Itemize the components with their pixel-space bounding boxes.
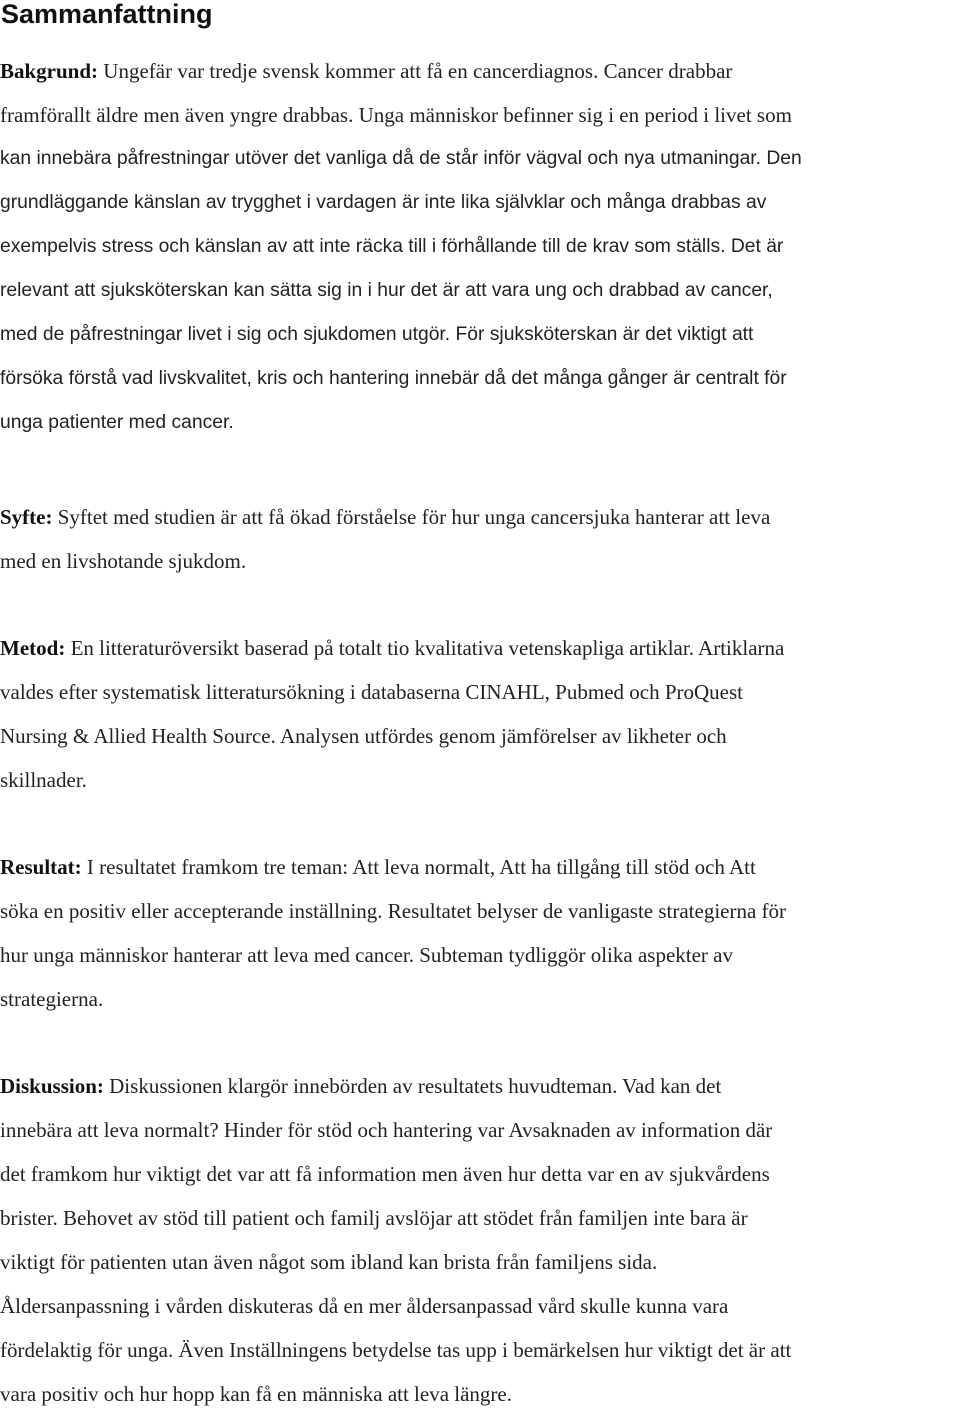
section-bakgrund-line bbox=[0, 137, 960, 181]
section-text: relevant att sjuksköterskan kan sätta sig in i hur det är att vara ung och drabbad av cancer, bbox=[0, 280, 773, 301]
section-label: Metod: bbox=[0, 636, 66, 660]
section-text: unga patienter med cancer. bbox=[0, 412, 234, 433]
section-text: skillnader. bbox=[0, 768, 87, 792]
section-bakgrund-line bbox=[0, 357, 960, 401]
section-resultat-line bbox=[0, 933, 960, 977]
section-label: Resultat: bbox=[0, 855, 82, 879]
section-resultat-line bbox=[0, 845, 960, 889]
page-title: Sammanfattning bbox=[1, 0, 213, 29]
section-diskussion-line bbox=[0, 1064, 960, 1108]
section-text: grundläggande känslan av trygghet i vardagen är inte lika självklar och många drabbas av bbox=[0, 192, 767, 213]
section-metod-line bbox=[0, 626, 960, 670]
section-text: försöka förstå vad livskvalitet, kris och hantering innebär då det många gånger är centralt för bbox=[0, 368, 787, 389]
section-diskussion-line bbox=[0, 1372, 960, 1416]
section-bakgrund-line bbox=[0, 93, 960, 137]
section-resultat bbox=[0, 845, 960, 1021]
section-metod bbox=[0, 626, 960, 802]
section-diskussion bbox=[0, 1064, 960, 1416]
section-syfte bbox=[0, 495, 960, 583]
section-text: viktigt för patienten utan även något som ibland kan brista från familjens sida. bbox=[0, 1250, 658, 1274]
section-text: Ungefär var tredje svensk kommer att få en cancerdiagnos. Cancer drabbar bbox=[103, 59, 733, 83]
section-metod-line bbox=[0, 714, 960, 758]
section-label: Bakgrund: bbox=[0, 59, 99, 83]
section-diskussion-line bbox=[0, 1152, 960, 1196]
section-bakgrund-line bbox=[0, 269, 960, 313]
section-bakgrund bbox=[0, 49, 960, 445]
section-text: exempelvis stress och känslan av att inte räcka till i förhållande till de krav som ställs. Det är bbox=[0, 236, 784, 257]
section-resultat-line bbox=[0, 977, 960, 1021]
section-syfte-line bbox=[0, 495, 960, 539]
section-text: med en livshotande sjukdom. bbox=[0, 549, 247, 573]
section-metod-line bbox=[0, 670, 960, 714]
section-text: Diskussionen klargör innebörden av resultatets huvudteman. Vad kan det bbox=[109, 1074, 722, 1098]
section-metod-line bbox=[0, 758, 960, 802]
section-resultat-line bbox=[0, 889, 960, 933]
section-text: kan innebära påfrestningar utöver det vanliga då de står inför vägval och nya utmaningar. Den bbox=[0, 148, 802, 169]
section-diskussion-line bbox=[0, 1284, 960, 1328]
section-text: söka en positiv eller accepterande inställning. Resultatet belyser de vanligaste strategierna för bbox=[0, 899, 787, 923]
section-text: vara positiv och hur hopp kan få en människa att leva längre. bbox=[0, 1382, 512, 1406]
section-bakgrund-line bbox=[0, 401, 960, 445]
section-text: En litteraturöversikt baserad på totalt tio kvalitativa vetenskapliga artiklar. Artiklarna bbox=[70, 636, 785, 660]
section-diskussion-line bbox=[0, 1108, 960, 1152]
section-text: med de påfrestningar livet i sig och sjukdomen utgör. För sjuksköterskan är det viktigt att bbox=[0, 324, 754, 345]
section-bakgrund-line bbox=[0, 49, 960, 93]
section-text: I resultatet framkom tre teman: Att leva normalt, Att ha tillgång till stöd och Att bbox=[86, 855, 756, 879]
section-text: innebära att leva normalt? Hinder för stöd och hantering var Avsaknaden av information där bbox=[0, 1118, 773, 1142]
section-text: strategierna. bbox=[0, 987, 104, 1011]
section-text: fördelaktig för unga. Även Inställningens betydelse tas upp i bemärkelsen hur viktigt det är att bbox=[0, 1338, 792, 1362]
section-diskussion-line bbox=[0, 1240, 960, 1284]
section-text: valdes efter systematisk litteratursökning i databaserna CINAHL, Pubmed och ProQuest bbox=[0, 680, 743, 704]
section-bakgrund-line bbox=[0, 225, 960, 269]
section-text: hur unga människor hanterar att leva med cancer. Subteman tydliggör olika aspekter av bbox=[0, 943, 734, 967]
section-text: Syftet med studien är att få ökad förståelse för hur unga cancersjuka hanterar att leva bbox=[57, 505, 771, 529]
section-text: framförallt äldre men även yngre drabbas. Unga människor befinner sig i en period i livet som bbox=[0, 103, 792, 127]
section-text: brister. Behovet av stöd till patient och familj avslöjar att stödet från familjen inte bara är bbox=[0, 1206, 748, 1230]
section-text: Nursing & Allied Health Source. Analysen utfördes genom jämförelser av likheter och bbox=[0, 724, 727, 748]
section-text: Åldersanpassning i vården diskuteras då en mer åldersanpassad vård skulle kunna vara bbox=[0, 1294, 729, 1318]
section-bakgrund-line bbox=[0, 313, 960, 357]
section-diskussion-line bbox=[0, 1328, 960, 1372]
section-label: Diskussion: bbox=[0, 1074, 104, 1098]
section-diskussion-line bbox=[0, 1196, 960, 1240]
section-label: Syfte: bbox=[0, 505, 53, 529]
section-bakgrund-line bbox=[0, 181, 960, 225]
section-text: det framkom hur viktigt det var att få information men även hur detta var en av sjukvårdens bbox=[0, 1162, 770, 1186]
section-syfte-line bbox=[0, 539, 960, 583]
